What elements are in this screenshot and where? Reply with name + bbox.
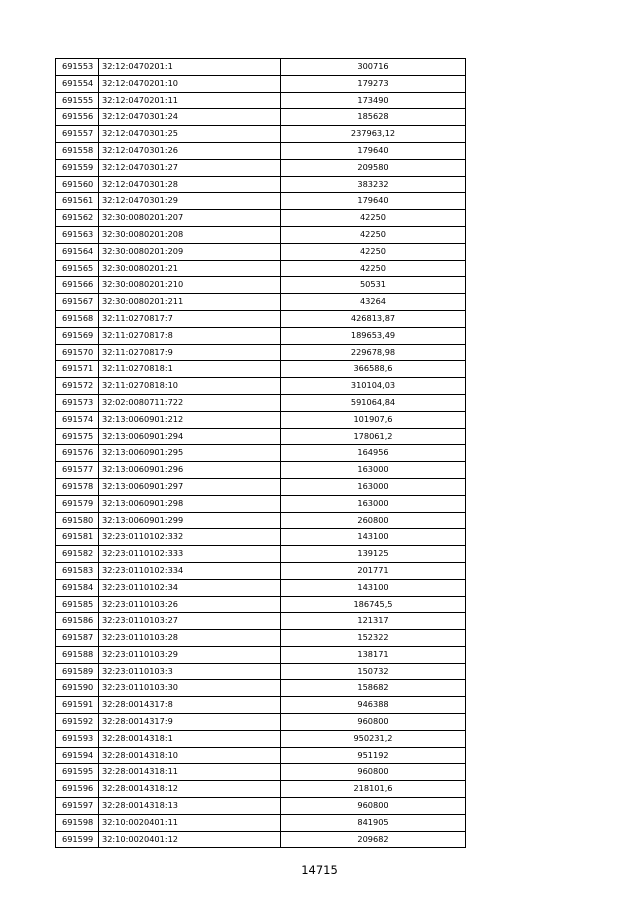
table-row xyxy=(56,142,466,159)
value-cell: 960800 xyxy=(281,714,466,731)
cadastral-number-cell: 32:10:0020401:11 xyxy=(99,814,281,831)
cadastral-number-cell: 32:23:0110103:27 xyxy=(99,613,281,630)
cadastral-number-cell: 32:12:0470301:24 xyxy=(99,109,281,126)
table-row xyxy=(56,680,466,697)
cadastral-number-cell: 32:30:0080201:21 xyxy=(99,260,281,277)
table-row xyxy=(56,75,466,92)
row-id-cell: 691580 xyxy=(56,512,99,529)
cadastral-number-cell: 32:13:0060901:298 xyxy=(99,495,281,512)
row-id-cell: 691579 xyxy=(56,495,99,512)
value-cell: 42250 xyxy=(281,210,466,227)
cadastral-number-cell: 32:23:0110102:332 xyxy=(99,529,281,546)
table-row xyxy=(56,176,466,193)
table-row xyxy=(56,428,466,445)
table-row xyxy=(56,411,466,428)
row-id-cell: 691587 xyxy=(56,630,99,647)
cadastral-number-cell: 32:28:0014318:13 xyxy=(99,798,281,815)
value-cell: 42250 xyxy=(281,260,466,277)
table-row xyxy=(56,59,466,76)
row-id-cell: 691595 xyxy=(56,764,99,781)
cadastral-number-cell: 32:12:0470301:25 xyxy=(99,126,281,143)
row-id-cell: 691591 xyxy=(56,697,99,714)
value-cell: 173490 xyxy=(281,92,466,109)
row-id-cell: 691564 xyxy=(56,243,99,260)
row-id-cell: 691598 xyxy=(56,814,99,831)
value-cell: 152322 xyxy=(281,630,466,647)
table-row xyxy=(56,226,466,243)
row-id-cell: 691599 xyxy=(56,831,99,848)
table-body xyxy=(56,59,466,848)
cadastral-number-cell: 32:02:0080711:722 xyxy=(99,394,281,411)
row-id-cell: 691556 xyxy=(56,109,99,126)
cadastral-number-cell: 32:11:0270817:7 xyxy=(99,310,281,327)
row-id-cell: 691582 xyxy=(56,546,99,563)
value-cell: 178061,2 xyxy=(281,428,466,445)
value-cell: 150732 xyxy=(281,663,466,680)
table-row xyxy=(56,361,466,378)
value-cell: 143100 xyxy=(281,529,466,546)
cadastral-number-cell: 32:13:0060901:294 xyxy=(99,428,281,445)
table-row xyxy=(56,210,466,227)
value-cell: 121317 xyxy=(281,613,466,630)
table-row xyxy=(56,462,466,479)
value-cell: 260800 xyxy=(281,512,466,529)
cadastral-number-cell: 32:30:0080201:210 xyxy=(99,277,281,294)
table-row xyxy=(56,579,466,596)
value-cell: 42250 xyxy=(281,226,466,243)
row-id-cell: 691586 xyxy=(56,613,99,630)
value-cell: 366588,6 xyxy=(281,361,466,378)
table-row xyxy=(56,714,466,731)
table-row xyxy=(56,478,466,495)
row-id-cell: 691562 xyxy=(56,210,99,227)
table-row xyxy=(56,529,466,546)
cadastral-number-cell: 32:23:0110102:34 xyxy=(99,579,281,596)
cadastral-number-cell: 32:13:0060901:295 xyxy=(99,445,281,462)
table-row xyxy=(56,663,466,680)
row-id-cell: 691592 xyxy=(56,714,99,731)
row-id-cell: 691570 xyxy=(56,344,99,361)
row-id-cell: 691581 xyxy=(56,529,99,546)
row-id-cell: 691589 xyxy=(56,663,99,680)
table-row xyxy=(56,764,466,781)
table-row xyxy=(56,344,466,361)
value-cell: 426813,87 xyxy=(281,310,466,327)
value-cell: 310104,03 xyxy=(281,378,466,395)
row-id-cell: 691588 xyxy=(56,646,99,663)
cadastral-number-cell: 32:13:0060901:299 xyxy=(99,512,281,529)
value-cell: 591064,84 xyxy=(281,394,466,411)
row-id-cell: 691563 xyxy=(56,226,99,243)
table-row xyxy=(56,193,466,210)
table-row xyxy=(56,495,466,512)
value-cell: 209682 xyxy=(281,831,466,848)
table-row xyxy=(56,327,466,344)
cadastral-number-cell: 32:28:0014317:8 xyxy=(99,697,281,714)
row-id-cell: 691559 xyxy=(56,159,99,176)
cadastral-number-cell: 32:28:0014318:12 xyxy=(99,781,281,798)
value-cell: 43264 xyxy=(281,294,466,311)
row-id-cell: 691576 xyxy=(56,445,99,462)
row-id-cell: 691557 xyxy=(56,126,99,143)
cadastral-number-cell: 32:11:0270817:9 xyxy=(99,344,281,361)
value-cell: 179640 xyxy=(281,193,466,210)
cadastral-number-cell: 32:30:0080201:209 xyxy=(99,243,281,260)
value-cell: 179273 xyxy=(281,75,466,92)
value-cell: 179640 xyxy=(281,142,466,159)
cadastral-number-cell: 32:12:0470201:1 xyxy=(99,59,281,76)
cadastral-number-cell: 32:13:0060901:296 xyxy=(99,462,281,479)
row-id-cell: 691574 xyxy=(56,411,99,428)
value-cell: 186745,5 xyxy=(281,596,466,613)
row-id-cell: 691593 xyxy=(56,730,99,747)
row-id-cell: 691594 xyxy=(56,747,99,764)
cadastral-number-cell: 32:23:0110103:28 xyxy=(99,630,281,647)
row-id-cell: 691554 xyxy=(56,75,99,92)
cadastral-number-cell: 32:23:0110102:334 xyxy=(99,562,281,579)
row-id-cell: 691583 xyxy=(56,562,99,579)
row-id-cell: 691560 xyxy=(56,176,99,193)
cadastral-number-cell: 32:12:0470301:29 xyxy=(99,193,281,210)
table-row xyxy=(56,394,466,411)
row-id-cell: 691569 xyxy=(56,327,99,344)
row-id-cell: 691561 xyxy=(56,193,99,210)
cadastral-number-cell: 32:28:0014317:9 xyxy=(99,714,281,731)
table-row xyxy=(56,814,466,831)
value-cell: 163000 xyxy=(281,462,466,479)
row-id-cell: 691596 xyxy=(56,781,99,798)
row-id-cell: 691597 xyxy=(56,798,99,815)
table-row xyxy=(56,126,466,143)
table-row xyxy=(56,562,466,579)
row-id-cell: 691584 xyxy=(56,579,99,596)
table-row xyxy=(56,630,466,647)
table-row xyxy=(56,109,466,126)
cadastral-number-cell: 32:13:0060901:212 xyxy=(99,411,281,428)
row-id-cell: 691566 xyxy=(56,277,99,294)
row-id-cell: 691578 xyxy=(56,478,99,495)
cadastral-number-cell: 32:11:0270818:10 xyxy=(99,378,281,395)
cadastral-number-cell: 32:13:0060901:297 xyxy=(99,478,281,495)
cadastral-number-cell: 32:23:0110102:333 xyxy=(99,546,281,563)
row-id-cell: 691571 xyxy=(56,361,99,378)
cadastral-number-cell: 32:28:0014318:10 xyxy=(99,747,281,764)
cadastral-number-cell: 32:28:0014318:1 xyxy=(99,730,281,747)
value-cell: 950231,2 xyxy=(281,730,466,747)
cadastral-value-table xyxy=(55,58,466,848)
table-row xyxy=(56,646,466,663)
row-id-cell: 691573 xyxy=(56,394,99,411)
value-cell: 960800 xyxy=(281,764,466,781)
cadastral-number-cell: 32:12:0470201:11 xyxy=(99,92,281,109)
page-number: 14715 xyxy=(301,863,338,877)
row-id-cell: 691568 xyxy=(56,310,99,327)
table-row xyxy=(56,92,466,109)
table-row xyxy=(56,831,466,848)
cadastral-number-cell: 32:12:0470201:10 xyxy=(99,75,281,92)
cadastral-number-cell: 32:23:0110103:30 xyxy=(99,680,281,697)
value-cell: 201771 xyxy=(281,562,466,579)
table-row xyxy=(56,546,466,563)
cadastral-number-cell: 32:11:0270817:8 xyxy=(99,327,281,344)
value-cell: 237963,12 xyxy=(281,126,466,143)
table-row xyxy=(56,243,466,260)
table-row xyxy=(56,697,466,714)
cadastral-number-cell: 32:28:0014318:11 xyxy=(99,764,281,781)
table-row xyxy=(56,378,466,395)
cadastral-number-cell: 32:30:0080201:211 xyxy=(99,294,281,311)
row-id-cell: 691590 xyxy=(56,680,99,697)
value-cell: 960800 xyxy=(281,798,466,815)
value-cell: 218101,6 xyxy=(281,781,466,798)
row-id-cell: 691565 xyxy=(56,260,99,277)
value-cell: 163000 xyxy=(281,495,466,512)
table-row xyxy=(56,596,466,613)
cadastral-number-cell: 32:10:0020401:12 xyxy=(99,831,281,848)
table-row xyxy=(56,781,466,798)
value-cell: 841905 xyxy=(281,814,466,831)
value-cell: 946388 xyxy=(281,697,466,714)
row-id-cell: 691577 xyxy=(56,462,99,479)
row-id-cell: 691585 xyxy=(56,596,99,613)
row-id-cell: 691558 xyxy=(56,142,99,159)
value-cell: 209580 xyxy=(281,159,466,176)
value-cell: 158682 xyxy=(281,680,466,697)
table-row xyxy=(56,445,466,462)
table-row xyxy=(56,294,466,311)
table-row xyxy=(56,277,466,294)
cadastral-number-cell: 32:23:0110103:29 xyxy=(99,646,281,663)
table-row xyxy=(56,260,466,277)
value-cell: 164956 xyxy=(281,445,466,462)
cadastral-number-cell: 32:30:0080201:207 xyxy=(99,210,281,227)
table-row xyxy=(56,310,466,327)
row-id-cell: 691575 xyxy=(56,428,99,445)
cadastral-number-cell: 32:11:0270818:1 xyxy=(99,361,281,378)
table-row xyxy=(56,798,466,815)
table-row xyxy=(56,159,466,176)
value-cell: 50531 xyxy=(281,277,466,294)
value-cell: 185628 xyxy=(281,109,466,126)
cadastral-number-cell: 32:12:0470301:26 xyxy=(99,142,281,159)
cadastral-number-cell: 32:23:0110103:26 xyxy=(99,596,281,613)
value-cell: 163000 xyxy=(281,478,466,495)
cadastral-number-cell: 32:23:0110103:3 xyxy=(99,663,281,680)
table-row xyxy=(56,512,466,529)
table-row xyxy=(56,747,466,764)
value-cell: 229678,98 xyxy=(281,344,466,361)
value-cell: 300716 xyxy=(281,59,466,76)
value-cell: 139125 xyxy=(281,546,466,563)
value-cell: 951192 xyxy=(281,747,466,764)
value-cell: 143100 xyxy=(281,579,466,596)
table-row xyxy=(56,730,466,747)
row-id-cell: 691553 xyxy=(56,59,99,76)
value-cell: 383232 xyxy=(281,176,466,193)
row-id-cell: 691572 xyxy=(56,378,99,395)
cadastral-number-cell: 32:30:0080201:208 xyxy=(99,226,281,243)
cadastral-number-cell: 32:12:0470301:27 xyxy=(99,159,281,176)
row-id-cell: 691567 xyxy=(56,294,99,311)
table-row xyxy=(56,613,466,630)
value-cell: 138171 xyxy=(281,646,466,663)
cadastral-number-cell: 32:12:0470301:28 xyxy=(99,176,281,193)
value-cell: 42250 xyxy=(281,243,466,260)
row-id-cell: 691555 xyxy=(56,92,99,109)
value-cell: 101907,6 xyxy=(281,411,466,428)
value-cell: 189653,49 xyxy=(281,327,466,344)
